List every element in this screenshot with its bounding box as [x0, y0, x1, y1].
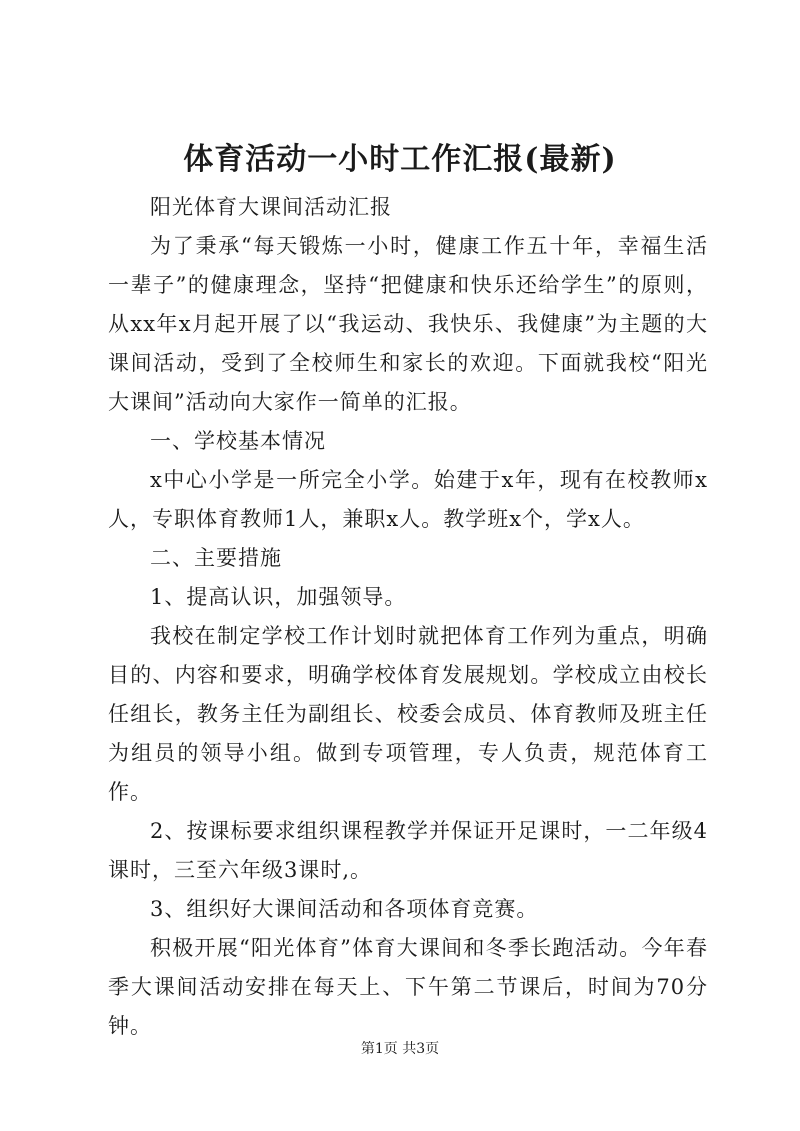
paragraph-activities: 积极开展“阳光体育”体育大课间和冬季长跑活动。今年春季大课间活动安排在每天上、下午第二节课后，时间为70分钟。 [108, 936, 708, 1038]
page-footer: 第1页 共3页 [360, 1041, 440, 1057]
paragraph-curriculum: 2、按课标要求组织课程教学并保证开足课时，一二年级4课时，三至六年级3课时,。 [108, 819, 708, 882]
paragraph-basic-info: x中心小学是一所完全小学。始建于x年，现有在校教师x人，专职体育教师1人，兼职x人。教学班x个，学x人。 [108, 468, 708, 531]
paragraph-intro: 为了秉承“每天锻炼一小时，健康工作五十年，幸福生活一辈子”的健康理念，坚持“把健康和快乐还给学生”的原则，从xx年x月起开展了以“我运动、我快乐、我健康”为主题的大课间活动，受到了全校师生和家长的欢迎。下面就我校“阳光大课间”活动向大家作一简单的汇报。 [108, 234, 708, 414]
document-body [108, 188, 708, 1046]
paragraph-leadership: 我校在制定学校工作计划时就把体育工作列为重点，明确目的、内容和要求，明确学校体育发展规划。学校成立由校长任组长，教务主任为副组长、校委会成员、体育教师及班主任为组员的领导小组。做到专项管理，专人负责，规范体育工作。 [108, 624, 708, 804]
subheading-awareness: 1、提高认识，加强领导。 [150, 585, 407, 609]
section-heading-measures: 二、主要措施 [150, 546, 282, 570]
document-title: 体育活动一小时工作汇报(最新) [183, 142, 617, 177]
subheading-activities: 3、组织好大课间活动和各项体育竞赛。 [150, 897, 539, 921]
section-heading-basic-info: 一、学校基本情况 [150, 429, 326, 453]
paragraph-subtitle: 阳光体育大课间活动汇报 [150, 195, 392, 219]
